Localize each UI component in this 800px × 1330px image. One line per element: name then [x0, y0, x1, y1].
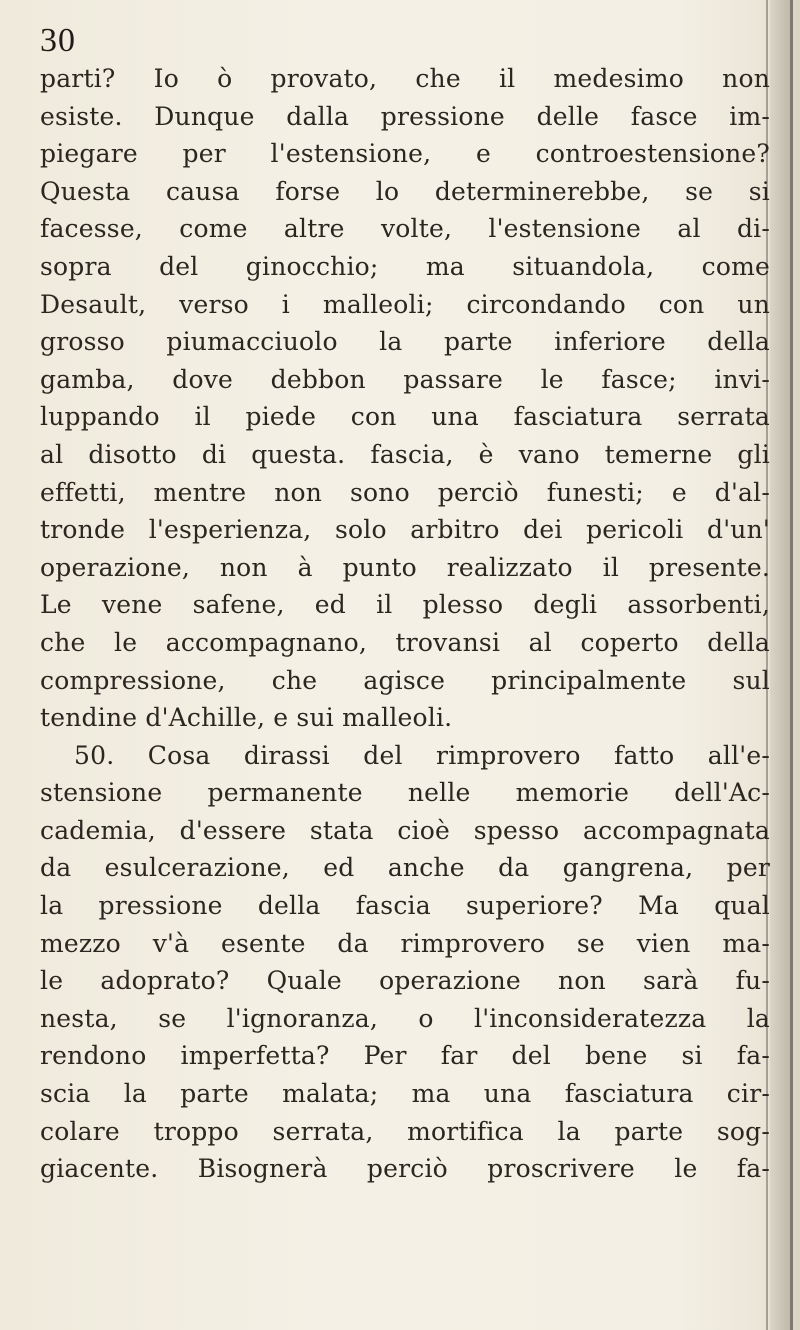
- text-line: piegare per l'estensione, e controestensione?: [40, 139, 770, 169]
- text-line: le adoprato? Quale operazione non sarà fu-: [40, 966, 770, 996]
- text-line: sopra del ginocchio; ma situandola, come: [40, 251, 770, 281]
- page-number: 30: [40, 22, 76, 59]
- text-line: nesta, se l'ignoranza, o l'inconsideratezza la: [40, 1003, 770, 1033]
- text-line: al disotto di questa. fascia, è vano temerne gli: [40, 439, 770, 469]
- text-line: Desault, verso i malleoli; circondando con un: [40, 289, 770, 319]
- text-line: parti? Io ò provato, che il medesimo non: [40, 64, 770, 93]
- page-gutter-shadow: [770, 0, 790, 1330]
- text-line: grosso piumacciuolo la parte inferiore della: [40, 327, 770, 357]
- text-line: facesse, come altre volte, l'estensione al di-: [40, 214, 770, 244]
- text-line: compressione, che agisce principalmente sul: [40, 665, 770, 695]
- text-line: giacente. Bisognerà perciò proscrivere le fa-: [40, 1154, 770, 1184]
- text-line: cademia, d'essere stata cioè spesso accompagnata: [40, 815, 770, 845]
- text-line: 50. Cosa dirassi del rimprovero fatto all'e-: [74, 740, 770, 770]
- body-text: [40, 60, 770, 1188]
- text-line: stensione permanente nelle memorie dell'Ac-: [40, 778, 770, 808]
- text-line: da esulcerazione, ed anche da gangrena, per: [40, 853, 770, 883]
- text-line: Le vene safene, ed il plesso degli assorbenti,: [40, 590, 770, 620]
- text-line: la pressione della fascia superiore? Ma qual: [40, 891, 770, 921]
- text-line: gamba, dove debbon passare le fasce; invi-: [40, 364, 770, 394]
- text-line: rendono imperfetta? Per far del bene si fa-: [40, 1041, 770, 1071]
- text-line: scia la parte malata; ma una fasciatura cir-: [40, 1079, 770, 1109]
- text-line: tendine d'Achille, e sui malleoli.: [40, 703, 453, 733]
- text-line: Questa causa forse lo determinerebbe, se si: [40, 176, 770, 206]
- text-line: effetti, mentre non sono perciò funesti; e d'al-: [40, 477, 770, 507]
- text-line: esiste. Dunque dalla pressione delle fasce im-: [40, 101, 770, 131]
- text-line: mezzo v'à esente da rimprovero se vien ma-: [40, 928, 770, 958]
- binding-edge-line: [790, 0, 793, 1330]
- text-line: tronde l'esperienza, solo arbitro dei pericoli d'un': [40, 515, 770, 545]
- text-line: luppando il piede con una fasciatura serrata: [40, 402, 770, 432]
- text-line: che le accompagnano, trovansi al coperto della: [40, 627, 770, 657]
- text-line: operazione, non à punto realizzato il presente.: [40, 552, 770, 582]
- text-line: colare troppo serrata, mortifica la parte sog-: [40, 1116, 770, 1146]
